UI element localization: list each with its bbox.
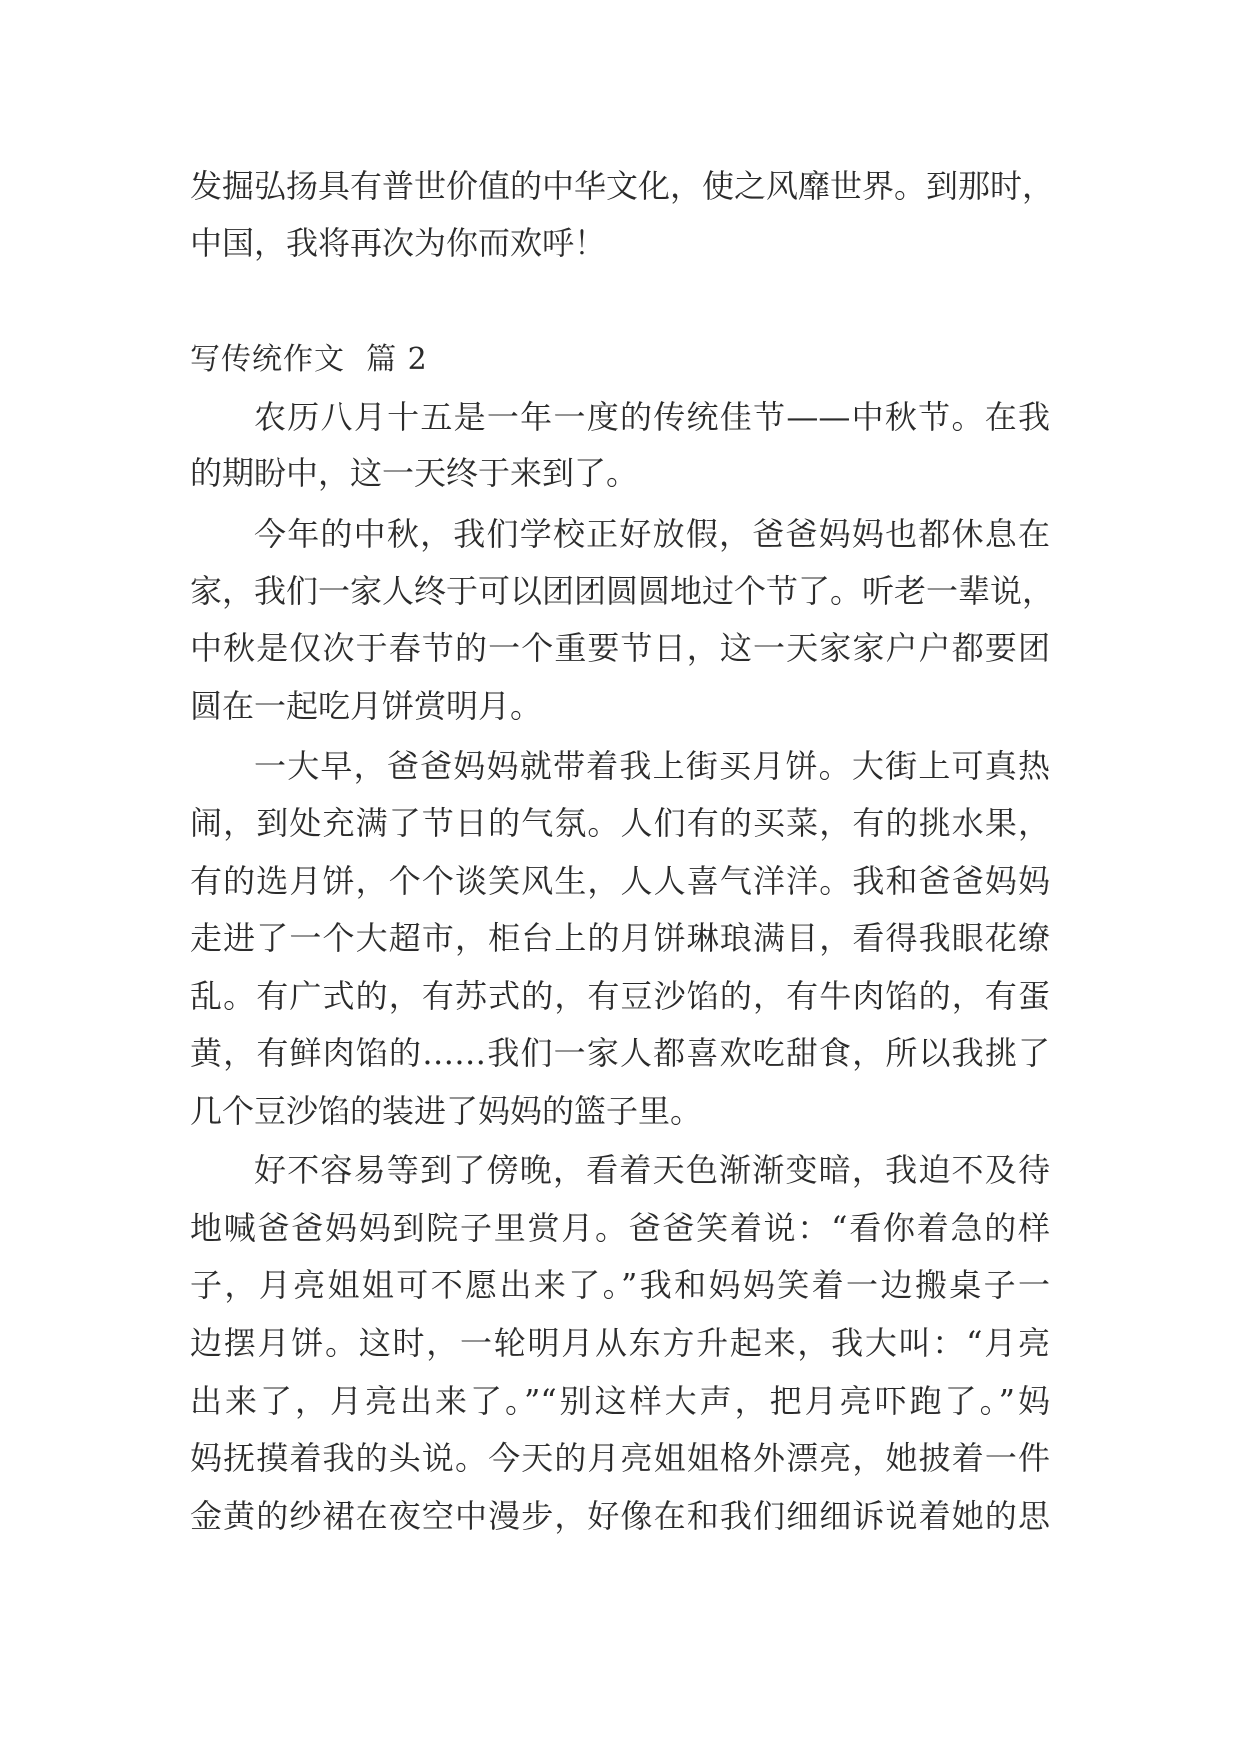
text-line: 发掘弘扬具有普世价值的中华文化，使之风靡世界。到那时， (190, 167, 1055, 205)
paragraph-line: 中秋是仅次于春节的一个重要节日，这一天家家户户都要团 (190, 629, 1050, 667)
section-number: 篇 2 (366, 342, 428, 377)
section-heading (190, 340, 428, 380)
paragraph-line: 几个豆沙馅的装进了妈妈的篮子里。 (190, 1092, 703, 1130)
section-title: 写传统作文 (190, 342, 345, 377)
paragraph-line: 的期盼中，这一天终于来到了。 (190, 454, 639, 492)
paragraph-line: 金黄的纱裙在夜空中漫步，好像在和我们细细诉说着她的思 (190, 1497, 1050, 1535)
paragraph-line: 地喊爸爸妈妈到院子里赏月。爸爸笑着说：“看你着急的样 (190, 1209, 1050, 1247)
paragraph-line: 边摆月饼。这时，一轮明月从东方升起来，我大叫：“月亮 (190, 1324, 1050, 1362)
paragraph-line: 出来了，月亮出来了。”“别这样大声，把月亮吓跑了。”妈 (190, 1382, 1050, 1420)
paragraph-line: 黄，有鲜肉馅的……我们一家人都喜欢吃甜食，所以我挑了 (190, 1034, 1050, 1072)
paragraph-line: 一大早，爸爸妈妈就带着我上街买月饼。大街上可真热 (254, 747, 1050, 785)
paragraph-line: 子，月亮姐姐可不愿出来了。”我和妈妈笑着一边搬桌子一 (190, 1266, 1050, 1304)
paragraph-line: 今年的中秋，我们学校正好放假，爸爸妈妈也都休息在 (254, 515, 1050, 553)
paragraph-line: 农历八月十五是一年一度的传统佳节——中秋节。在我 (254, 398, 1050, 436)
paragraph-line: 走进了一个大超市，柜台上的月饼琳琅满目，看得我眼花缭 (190, 919, 1050, 957)
paragraph-line: 圆在一起吃月饼赏明月。 (190, 687, 543, 725)
paragraph-line: 闹，到处充满了节日的气氛。人们有的买菜，有的挑水果， (190, 804, 1050, 842)
paragraph-line: 有的选月饼，个个谈笑风生，人人喜气洋洋。我和爸爸妈妈 (190, 862, 1050, 900)
paragraph-line: 好不容易等到了傍晚，看着天色渐渐变暗，我迫不及待 (254, 1151, 1050, 1189)
text-line: 中国，我将再次为你而欢呼！ (190, 224, 607, 262)
paragraph-line: 妈抚摸着我的头说。今天的月亮姐姐格外漂亮，她披着一件 (190, 1439, 1050, 1477)
paragraph-line: 乱。有广式的，有苏式的，有豆沙馅的，有牛肉馅的，有蛋 (190, 977, 1050, 1015)
paragraph-line: 家，我们一家人终于可以团团圆圆地过个节了。听老一辈说， (190, 572, 1055, 610)
